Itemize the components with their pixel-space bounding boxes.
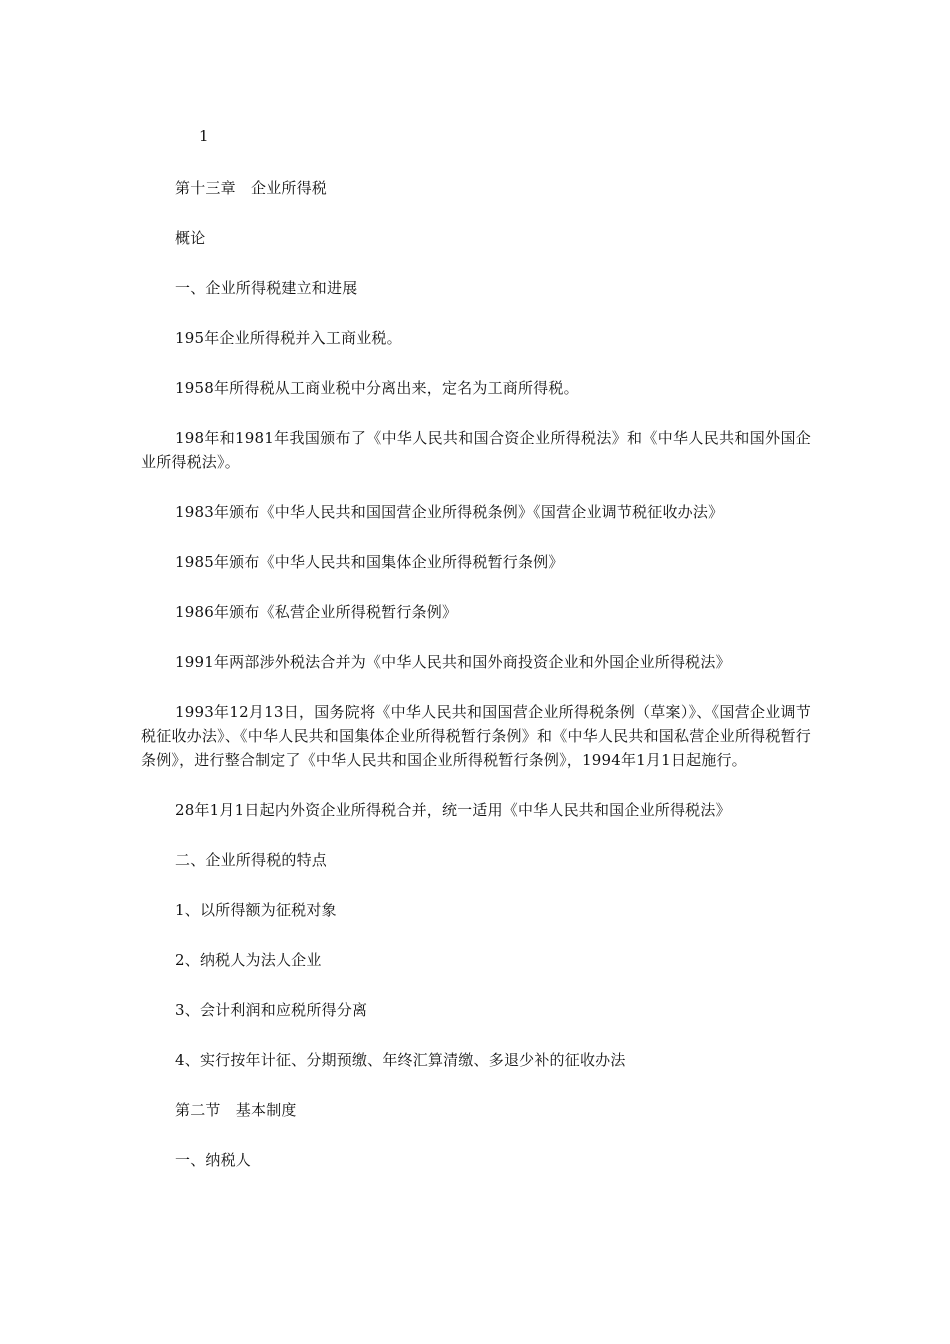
chapter-title: 第十三章 企业所得税 — [175, 179, 328, 197]
feature-item: 1、以所得额为征税对象 — [175, 901, 337, 919]
section-heading-overview: 概论 — [175, 229, 206, 247]
feature-item: 4、实行按年计征、分期预缴、年终汇算清缴、多退少补的征收办法 — [175, 1051, 626, 1069]
subheading-taxpayer: 一、纳税人 — [175, 1151, 252, 1169]
history-paragraph: 1985年颁布《中华人民共和国集体企业所得税暂行条例》 — [175, 553, 564, 571]
feature-item: 3、会计利润和应税所得分离 — [175, 1001, 368, 1019]
history-paragraph: 1986年颁布《私营企业所得税暂行条例》 — [175, 603, 458, 621]
section-heading-basic-system: 第二节 基本制度 — [175, 1101, 297, 1119]
document-body — [141, 176, 811, 1198]
history-paragraph: 198年和1981年我国颁布了《中华人民共和国合资企业所得税法》和《中华人民共和国外国企业所得税法》。 — [141, 429, 811, 471]
subheading-establishment: 一、企业所得税建立和进展 — [175, 279, 358, 297]
subheading-features: 二、企业所得税的特点 — [175, 851, 328, 869]
feature-item: 2、纳税人为法人企业 — [175, 951, 322, 969]
history-paragraph: 195年企业所得税并入工商业税。 — [175, 329, 402, 347]
history-paragraph: 1991年两部涉外税法合并为《中华人民共和国外商投资企业和外国企业所得税法》 — [175, 653, 731, 671]
history-paragraph: 1958年所得税从工商业税中分离出来，定名为工商所得税。 — [175, 379, 579, 397]
history-paragraph: 1983年颁布《中华人民共和国国营企业所得税条例》《国营企业调节税征收办法》 — [175, 503, 724, 521]
history-paragraph: 1993年12月13日，国务院将《中华人民共和国国营企业所得税条例（草案）》、《国营企业调节税征收办法》、《中华人民共和国集体企业所得税暂行条例》和《中华人民共和国私营企业所得税暂行条例》，进行整合制定了《中华人民共和国企业所得税暂行条例》，1994年1月1日起施行。 — [141, 703, 811, 769]
page-number: 1 — [199, 127, 209, 145]
history-paragraph: 28年1月1日起内外资企业所得税合并，统一适用《中华人民共和国企业所得税法》 — [175, 801, 731, 819]
